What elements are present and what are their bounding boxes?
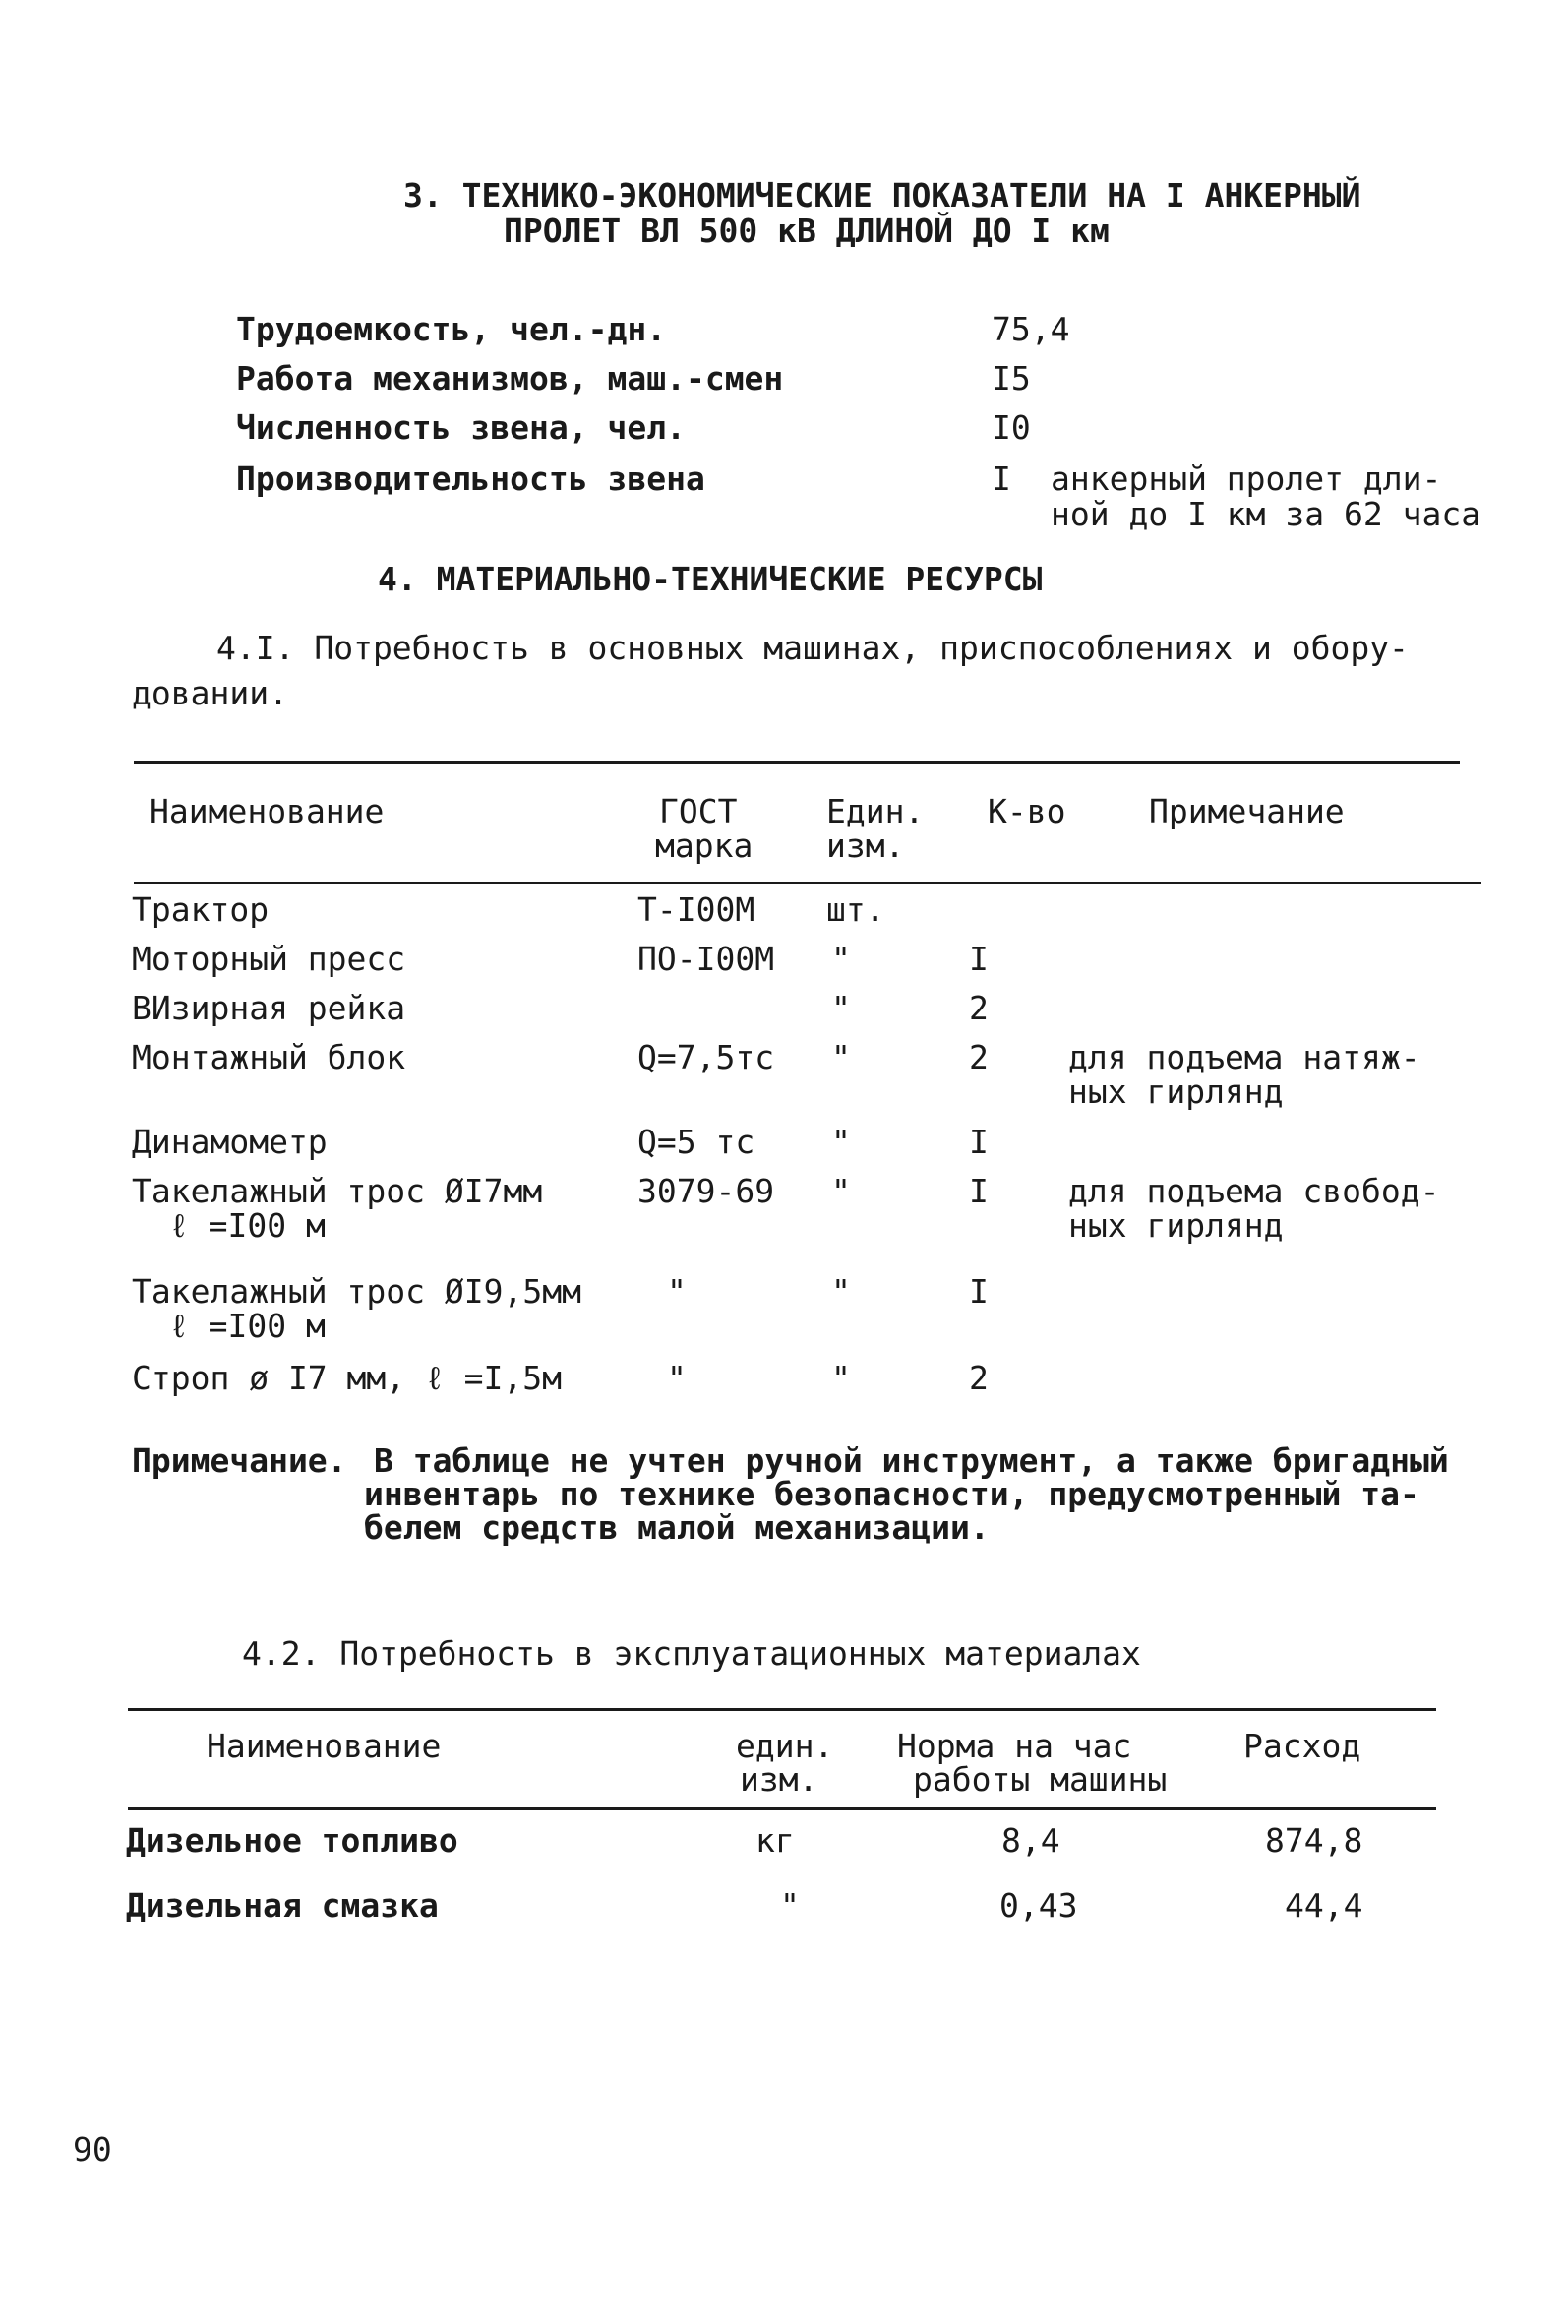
table-cell-name: Дизельная смазка — [126, 1886, 439, 1925]
indicator-value: I0 — [992, 408, 1031, 447]
table-cell-unit: " — [831, 940, 851, 978]
th-norm: работы машины — [913, 1760, 1168, 1799]
table1-top-rule — [134, 761, 1460, 764]
th-norm: Норма на час — [897, 1727, 1132, 1765]
indicator-value: I — [992, 459, 1011, 498]
table-cell-gost: Q=5 тс — [637, 1123, 755, 1161]
table-cell-name: ВИзирная рейка — [132, 989, 406, 1027]
table-cell-unit: " — [831, 1172, 851, 1210]
table-cell-unit: " — [831, 989, 851, 1027]
table-cell-unit: " — [831, 1272, 851, 1311]
table-cell-name: Такелажный трос ØI9,5мм — [132, 1272, 581, 1311]
table-cell-name: Динамометр — [132, 1123, 328, 1161]
table-cell-qty: 2 — [969, 989, 989, 1027]
indicator-value: 75,4 — [992, 310, 1070, 348]
table-cell-gost: Q=7,5тс — [637, 1038, 775, 1076]
table-cell-norm: 8,4 — [1001, 1821, 1060, 1860]
indicator-label: Трудоемкость, чел.-дн. — [236, 310, 667, 348]
remark-text: инвентарь по технике безопасности, предусмотренный та- — [364, 1475, 1419, 1513]
remark-label: Примечание. — [132, 1441, 347, 1480]
table1-header-rule — [134, 882, 1481, 884]
table-cell-name: ℓ =I00 м — [169, 1206, 326, 1245]
table-cell-unit: " — [831, 1038, 851, 1076]
table-cell-qty: 2 — [969, 1359, 989, 1397]
table-cell-name: Монтажный блок — [132, 1038, 406, 1076]
th-gost: ГОСТ — [659, 792, 738, 830]
th-unit: изм. — [826, 826, 905, 865]
table-cell-qty: I — [969, 1272, 989, 1311]
section-3-title-line2: ПРОЛЕТ ВЛ 500 кВ ДЛИНОЙ ДО I км — [504, 212, 1110, 250]
table-cell-gost: ПО-I00М — [637, 940, 775, 978]
table-cell-name: Такелажный трос ØI7мм — [132, 1172, 543, 1210]
subsection-4-1-line1: 4.I. Потребность в основных машинах, приспособлениях и обору- — [216, 629, 1409, 667]
table-cell-name: Моторный пресс — [132, 940, 406, 978]
table-cell-name: Дизельное топливо — [126, 1821, 458, 1860]
indicator-label: Производительность звена — [236, 459, 705, 498]
table-cell-qty: I — [969, 1172, 989, 1210]
table-cell-consumption: 44,4 — [1285, 1886, 1363, 1925]
table-cell-gost: " — [667, 1272, 687, 1311]
indicator-label: Работа механизмов, маш.-смен — [236, 359, 784, 398]
table-cell-name: Трактор — [132, 890, 270, 929]
table-cell-unit: " — [831, 1123, 851, 1161]
th-unit: Един. — [826, 792, 925, 830]
table-cell-qty: I — [969, 1123, 989, 1161]
table-cell-unit: шт. — [826, 890, 885, 929]
table2-header-rule — [128, 1807, 1436, 1810]
table-cell-qty: 2 — [969, 1038, 989, 1076]
indicator-value: I5 — [992, 359, 1031, 398]
table-cell-note: для подъема свобод- — [1068, 1172, 1440, 1210]
th-unit: един. — [736, 1727, 834, 1765]
indicator-note: ной до I км за 62 часа — [1051, 495, 1481, 533]
th-note: Примечание — [1149, 792, 1345, 830]
table2-top-rule — [128, 1708, 1436, 1711]
page-number: 90 — [73, 2130, 112, 2169]
indicator-label: Численность звена, чел. — [236, 408, 686, 447]
table-cell-gost: " — [667, 1359, 687, 1397]
table-cell-consumption: 874,8 — [1265, 1821, 1363, 1860]
table-cell-note: ных гирлянд — [1068, 1072, 1284, 1111]
table-cell-note: для подъема натяж- — [1068, 1038, 1420, 1076]
section-4-title: 4. МАТЕРИАЛЬНО-ТЕХНИЧЕСКИЕ РЕСУРСЫ — [378, 560, 1043, 598]
table-cell-note: ных гирлянд — [1068, 1206, 1284, 1245]
table-cell-name: ℓ =I00 м — [169, 1307, 326, 1345]
table-cell-gost: Т-I00М — [637, 890, 755, 929]
th-gost: марка — [655, 826, 754, 865]
table-cell-name: Строп ø I7 мм, ℓ =I,5м — [132, 1359, 563, 1397]
table-cell-unit: " — [831, 1359, 851, 1397]
subsection-4-2: 4.2. Потребность в эксплуатационных материалах — [242, 1634, 1141, 1673]
section-3-title-line1: 3. ТЕХНИКО-ЭКОНОМИЧЕСКИЕ ПОКАЗАТЕЛИ НА I АНКЕРНЫЙ — [403, 176, 1361, 214]
table-cell-unit: " — [780, 1886, 800, 1925]
remark-text: белем средств малой механизации. — [364, 1508, 990, 1547]
th-name: Наименование — [207, 1727, 442, 1765]
th-unit: изм. — [740, 1760, 818, 1799]
table-cell-gost: 3079-69 — [637, 1172, 775, 1210]
indicator-note: анкерный пролет дли- — [1051, 459, 1442, 498]
th-qty: К-во — [988, 792, 1066, 830]
table-cell-qty: I — [969, 940, 989, 978]
table-cell-unit: кг — [755, 1821, 795, 1860]
subsection-4-1-line2: довании. — [132, 674, 288, 712]
th-consumption: Расход — [1243, 1727, 1361, 1765]
remark-text: В таблице не учтен ручной инструмент, а также бригадный — [374, 1441, 1449, 1480]
th-name: Наименование — [150, 792, 385, 830]
table-cell-norm: 0,43 — [999, 1886, 1078, 1925]
